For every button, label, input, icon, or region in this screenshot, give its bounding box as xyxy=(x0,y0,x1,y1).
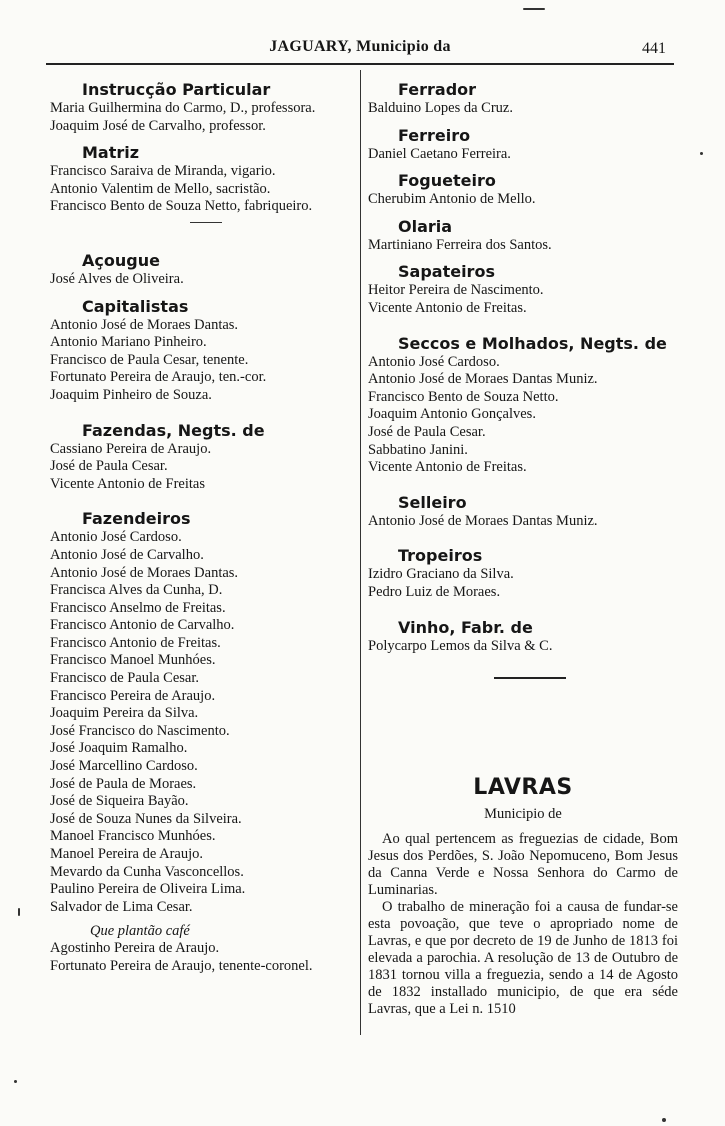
section-title-fazendeiros: Fazendeiros xyxy=(82,509,191,529)
list-item: Vicente Antonio de Freitas xyxy=(50,475,205,492)
list-item: Agostinho Pereira de Araujo. xyxy=(50,940,220,957)
list-item: Francisco Antonio de Freitas. xyxy=(50,634,221,651)
list-item: Joaquim Antonio Gonçalves. xyxy=(368,406,536,423)
list-item: Francisco Saraiva de Miranda, vigario. xyxy=(50,163,276,180)
section-title-capitalistas: Capitalistas xyxy=(82,296,189,316)
list-item: Pedro Luiz de Moraes. xyxy=(368,583,501,600)
scan-speck xyxy=(18,908,20,916)
list-item: José de Paula Cesar. xyxy=(50,458,168,475)
list-item: Mevardo da Cunha Vasconcellos. xyxy=(50,863,244,880)
list-item: José Joaquim Ramalho. xyxy=(50,740,188,757)
section-title-ferreiro: Ferreiro xyxy=(398,125,471,145)
list-item: José de Siqueira Bayão. xyxy=(50,793,189,810)
list-item: Cherubim Antonio de Mello. xyxy=(368,191,536,208)
section-title-sapateiros: Sapateiros xyxy=(398,262,495,282)
lavras-paragraph-1: Ao qual pertencem as freguezias de cidade, Bom Jesus dos Perdões, S. João Nepomuceno, Bom Jesus da Canna Verde e Nossa Senhora do Carmo de Luminarias. xyxy=(368,831,678,899)
list-item: Antonio Mariano Pinheiro. xyxy=(50,334,207,351)
lavras-subheading: Municipio de xyxy=(484,806,562,823)
section-title-selleiro: Selleiro xyxy=(398,492,467,512)
list-item: Salvador de Lima Cesar. xyxy=(50,898,193,915)
list-item: José de Paula Cesar. xyxy=(368,423,486,440)
section-title-matriz: Matriz xyxy=(82,143,140,163)
list-item: Joaquim Pereira da Silva. xyxy=(50,705,199,722)
list-item: Manoel Francisco Munhóes. xyxy=(50,828,216,845)
list-item: José de Souza Nunes da Silveira. xyxy=(50,810,242,827)
list-item: Heitor Pereira de Nascimento. xyxy=(368,282,544,299)
list-item: Paulino Pereira de Oliveira Lima. xyxy=(50,881,246,898)
section-title-tropeiros: Tropeiros xyxy=(398,546,483,566)
list-item: Joaquim Pinheiro de Souza. xyxy=(50,386,212,403)
list-item: Maria Guilhermina do Carmo, D., professora. xyxy=(50,100,316,116)
section-title-vinho: Vinho, Fabr. de xyxy=(398,617,533,637)
list-item: Francisco Bento de Souza Netto. xyxy=(368,388,559,405)
list-item: Antonio Valentim de Mello, sacristão. xyxy=(50,180,271,197)
list-item: Sabbatino Janini. xyxy=(368,441,468,458)
list-item: Antonio José de Moraes Dantas Muniz. xyxy=(368,512,598,529)
left-column xyxy=(50,80,358,976)
subsection-title-cafe: Que plantão café xyxy=(90,923,190,940)
page-number: 441 xyxy=(642,40,666,57)
list-item: Francisco Manoel Munhóes. xyxy=(50,652,216,669)
list-item: José Marcellino Cardoso. xyxy=(50,758,198,775)
list-item: Fortunato Pereira de Araujo, tenente-coronel. xyxy=(50,957,313,974)
list-item: Vicente Antonio de Freitas. xyxy=(368,299,527,316)
running-title: JAGUARY, Municipio da xyxy=(269,38,451,55)
list-item: Fortunato Pereira de Araujo, ten.-cor. xyxy=(50,369,267,386)
section-title-fazendas: Fazendas, Negts. de xyxy=(82,420,265,440)
list-item: Vicente Antonio de Freitas. xyxy=(368,459,527,476)
list-item: Francisco de Paula Cesar, tenente. xyxy=(50,351,249,368)
list-item: Francisco de Paula Cesar. xyxy=(50,670,199,687)
header-rule xyxy=(46,63,674,65)
list-item: Antonio José de Moraes Dantas Muniz. xyxy=(368,371,598,388)
lavras-heading: LAVRAS xyxy=(473,775,573,801)
list-item: Balduino Lopes da Cruz. xyxy=(368,100,513,116)
list-item: Daniel Caetano Ferreira. xyxy=(368,145,511,162)
list-item: Francisco Anselmo de Freitas. xyxy=(50,599,226,616)
section-separator xyxy=(494,677,566,679)
scan-speck xyxy=(523,8,545,10)
list-item: Manoel Pereira de Araujo. xyxy=(50,846,204,862)
scan-speck xyxy=(662,1118,666,1122)
list-item: José Francisco do Nascimento. xyxy=(50,722,230,739)
list-item: Antonio José Cardoso. xyxy=(368,353,500,370)
section-title-olaria: Olaria xyxy=(398,216,453,236)
page-header xyxy=(50,38,670,62)
list-item: Martiniano Ferreira dos Santos. xyxy=(368,236,552,253)
list-item: Joaquim José de Carvalho, professor. xyxy=(50,117,266,134)
list-item: Antonio José Cardoso. xyxy=(50,529,182,546)
section-title-acougue: Açougue xyxy=(82,250,160,270)
section-title-ferrador: Ferrador xyxy=(398,80,477,99)
right-column xyxy=(368,80,678,1018)
list-item: Francisco Antonio de Carvalho. xyxy=(50,617,235,634)
section-title-instruccao: Instrucção Particular xyxy=(82,80,271,99)
list-item: Cassiano Pereira de Araujo. xyxy=(50,440,212,457)
list-item: José Alves de Oliveira. xyxy=(50,270,184,287)
list-item: Polycarpo Lemos da Silva & C. xyxy=(368,637,553,654)
list-item: Francisco Bento de Souza Netto, fabriqueiro. xyxy=(50,198,313,215)
scan-speck xyxy=(14,1080,17,1083)
list-item: Antonio José de Moraes Dantas. xyxy=(50,564,239,581)
list-item: Izidro Graciano da Silva. xyxy=(368,566,514,583)
section-title-fogueteiro: Fogueteiro xyxy=(398,171,496,191)
scan-speck xyxy=(700,152,703,155)
lavras-paragraph-2: O trabalho de mineração foi a causa de fundar-se esta povoação, que teve o apropriado nome de Lavras, e que por decreto de 19 de Junho de 1813 foi elevada a parochia. A resolução de 13 de Outubro de 1831 tornou villa a freguezia, sendo a 14 de Agosto de 1832 installado municipio, de que era séde Lavras, que a Lei n. 1510 xyxy=(368,899,678,1018)
list-item: Antonio José de Carvalho. xyxy=(50,546,204,563)
list-item: José de Paula de Moraes. xyxy=(50,775,197,792)
list-item: Francisco Pereira de Araujo. xyxy=(50,687,216,704)
column-divider xyxy=(360,70,361,1035)
list-item: Antonio José de Moraes Dantas. xyxy=(50,316,239,333)
section-title-seccos: Seccos e Molhados, Negts. de xyxy=(398,333,667,353)
list-item: Francisca Alves da Cunha, D. xyxy=(50,582,223,599)
